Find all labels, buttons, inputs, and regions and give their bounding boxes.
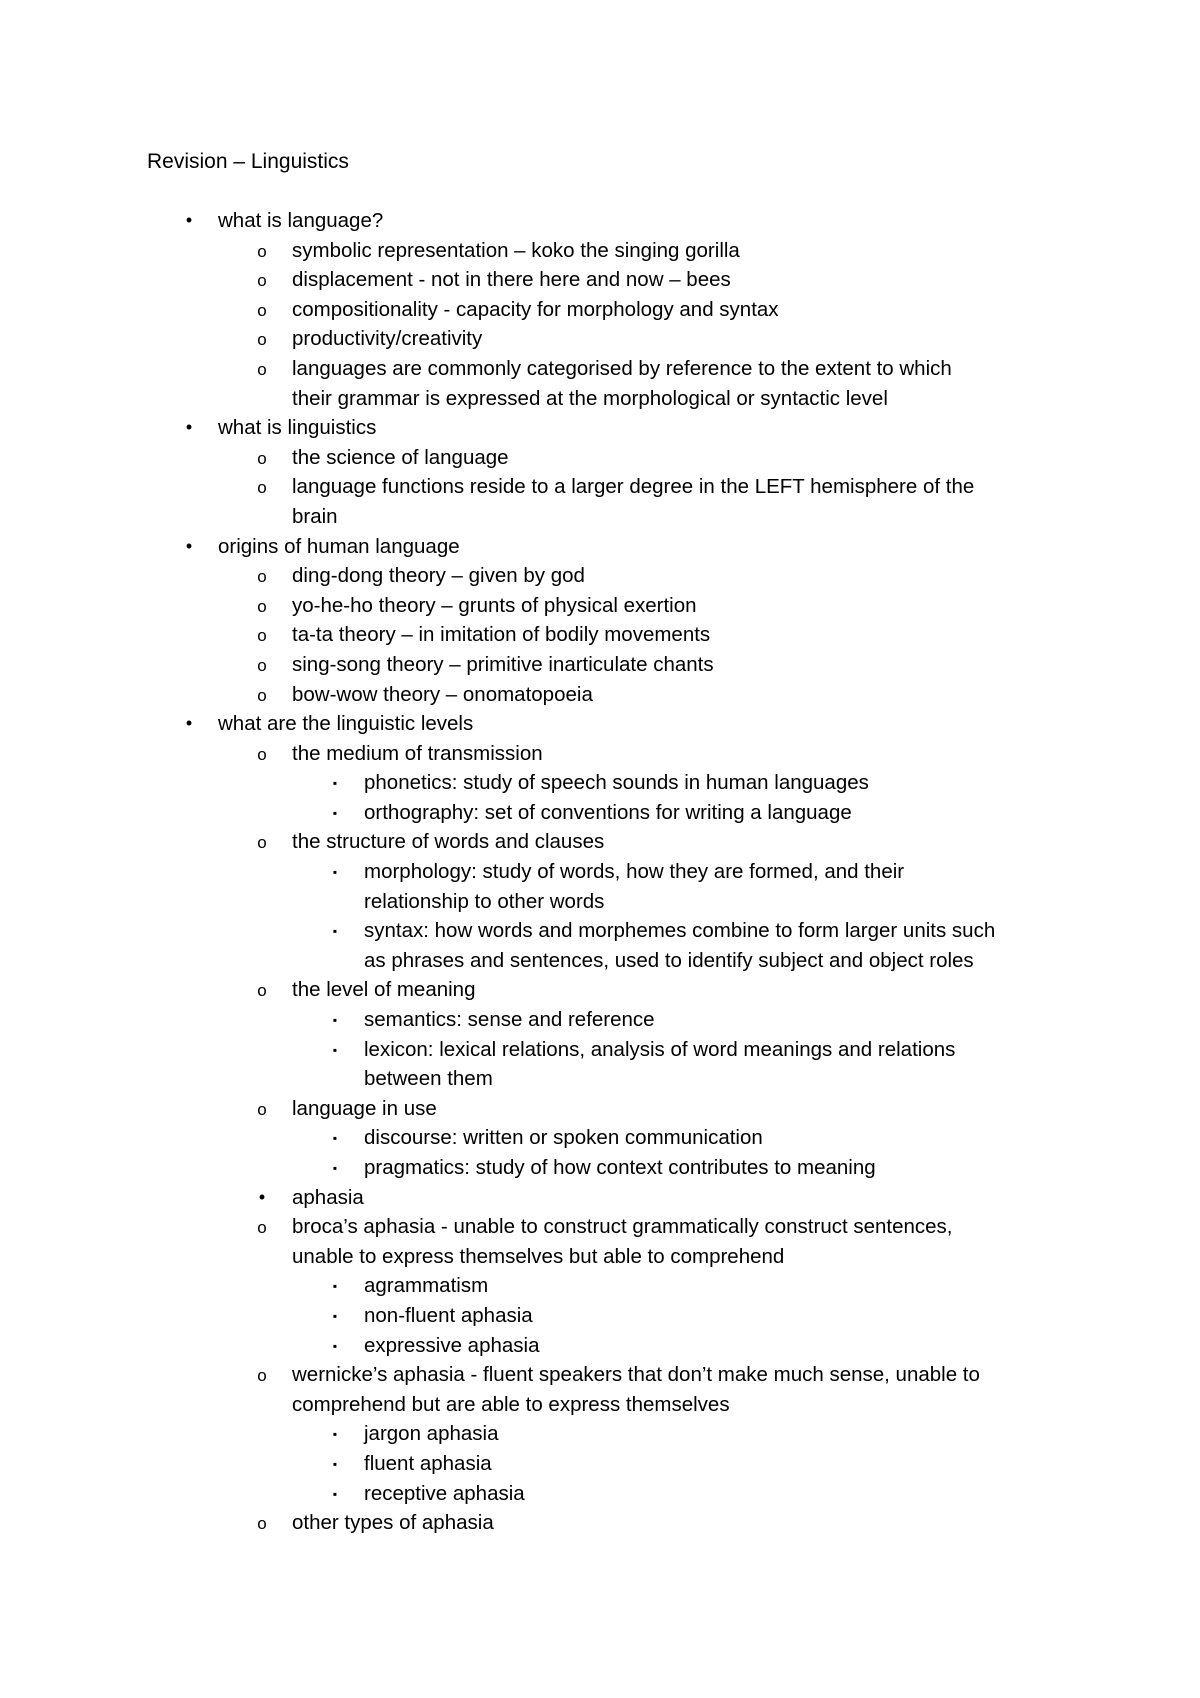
outline-line bbox=[0, 680, 1200, 710]
circle-bullet-icon: o bbox=[257, 241, 267, 261]
circle-bullet-icon: o bbox=[257, 1218, 267, 1238]
outline-line bbox=[0, 295, 1200, 325]
square-bullet-icon: ▪ bbox=[332, 1486, 338, 1501]
circle-bullet-icon: o bbox=[257, 833, 267, 853]
circle-bullet-icon: o bbox=[257, 685, 267, 705]
outline-line bbox=[0, 1123, 1200, 1153]
outline-line-text: aphasia bbox=[292, 1185, 364, 1209]
circle-bullet-icon: o bbox=[257, 567, 267, 587]
bullet-icon: • bbox=[185, 713, 193, 734]
bullet-icon: • bbox=[185, 417, 193, 438]
outline-line-text: ding-dong theory – given by god bbox=[292, 564, 585, 588]
outline-line bbox=[0, 1242, 1200, 1272]
circle-bullet-icon: o bbox=[257, 1099, 267, 1119]
outline-line bbox=[0, 354, 1200, 384]
circle-bullet-icon: o bbox=[257, 478, 267, 498]
outline-line bbox=[0, 620, 1200, 650]
outline-line bbox=[0, 561, 1200, 591]
outline-line-text: phonetics: study of speech sounds in human languages bbox=[364, 771, 869, 795]
bullet-icon: • bbox=[185, 210, 193, 230]
circle-bullet-icon: o bbox=[257, 271, 267, 291]
outline-line-text: wernicke’s aphasia - fluent speakers that don’t make much sense, unable to bbox=[292, 1363, 980, 1387]
outline-line-text: what is language? bbox=[218, 209, 384, 232]
square-bullet-icon: ▪ bbox=[332, 1042, 338, 1057]
circle-bullet-icon: o bbox=[257, 981, 267, 1001]
outline-line bbox=[0, 1064, 1200, 1094]
outline-line bbox=[0, 502, 1200, 532]
outline-line-text: jargon aphasia bbox=[364, 1422, 499, 1446]
circle-bullet-icon: o bbox=[257, 300, 267, 320]
bullet-icon: • bbox=[258, 1186, 266, 1207]
outline-line bbox=[0, 1449, 1200, 1479]
outline-line bbox=[0, 1212, 1200, 1242]
outline-line-text: syntax: how words and morphemes combine to form larger units such bbox=[364, 919, 996, 943]
outline-line-text: brain bbox=[292, 504, 338, 528]
outline-line-text: fluent aphasia bbox=[364, 1451, 492, 1475]
outline-line-text: the level of meaning bbox=[292, 978, 476, 1002]
outline-line-text: discourse: written or spoken communication bbox=[364, 1126, 763, 1150]
outline-line-text: pragmatics: study of how context contributes to meaning bbox=[364, 1156, 876, 1179]
outline-line-text: symbolic representation – koko the singing gorilla bbox=[292, 238, 740, 262]
outline-line bbox=[0, 650, 1200, 680]
outline-line bbox=[0, 739, 1200, 769]
outline-line bbox=[0, 827, 1200, 857]
outline-line bbox=[0, 1153, 1200, 1183]
outline-line bbox=[0, 1301, 1200, 1331]
outline-line bbox=[0, 916, 1200, 946]
outline-line bbox=[0, 709, 1200, 739]
circle-bullet-icon: o bbox=[257, 448, 267, 468]
outline-line-text: their grammar is expressed at the morphological or syntactic level bbox=[292, 386, 888, 410]
outline-line-text: between them bbox=[364, 1067, 493, 1091]
outline-line bbox=[0, 857, 1200, 887]
outline-line-text: lexicon: lexical relations, analysis of word meanings and relations bbox=[364, 1037, 956, 1061]
outline-line bbox=[0, 768, 1200, 798]
outline-line bbox=[0, 1331, 1200, 1361]
circle-bullet-icon: o bbox=[257, 596, 267, 616]
square-bullet-icon: ▪ bbox=[332, 865, 338, 880]
outline-line bbox=[0, 265, 1200, 295]
outline-line bbox=[0, 236, 1200, 266]
outline-line bbox=[0, 443, 1200, 473]
square-bullet-icon: ▪ bbox=[332, 1131, 338, 1146]
outline-line bbox=[0, 1005, 1200, 1035]
outline-line-text: agrammatism bbox=[364, 1274, 489, 1298]
outline-line-text: languages are commonly categorised by reference to the extent to which bbox=[292, 356, 952, 380]
outline-line bbox=[0, 532, 1200, 562]
outline-line-text: receptive aphasia bbox=[364, 1481, 525, 1505]
square-bullet-icon: ▪ bbox=[332, 1308, 338, 1323]
outline-line bbox=[0, 206, 1200, 236]
outline-line bbox=[0, 1360, 1200, 1390]
outline-line bbox=[0, 1094, 1200, 1124]
outline-line-text: the structure of words and clauses bbox=[292, 830, 605, 854]
outline-line bbox=[0, 1419, 1200, 1449]
outline-line-text: relationship to other words bbox=[364, 889, 605, 913]
outline-list bbox=[0, 206, 1200, 1538]
outline-line bbox=[0, 946, 1200, 976]
outline-line-text: sing-song theory – primitive inarticulate chants bbox=[292, 652, 714, 676]
outline-line-text: other types of aphasia bbox=[292, 1511, 494, 1535]
outline-line bbox=[0, 413, 1200, 443]
outline-line bbox=[0, 887, 1200, 917]
outline-line-text: morphology: study of words, how they are formed, and their bbox=[364, 860, 905, 884]
square-bullet-icon: ▪ bbox=[332, 1279, 338, 1294]
outline-line bbox=[0, 1479, 1200, 1509]
outline-line bbox=[0, 472, 1200, 502]
outline-line-text: compositionality - capacity for morphology and syntax bbox=[292, 297, 779, 321]
outline-line bbox=[0, 1271, 1200, 1301]
outline-line-text: comprehend but are able to express themselves bbox=[292, 1392, 730, 1416]
square-bullet-icon: ▪ bbox=[332, 1456, 338, 1471]
square-bullet-icon: ▪ bbox=[332, 1161, 338, 1175]
outline-line bbox=[0, 324, 1200, 354]
outline-line-text: language in use bbox=[292, 1096, 437, 1120]
outline-line-text: what is linguistics bbox=[218, 416, 377, 440]
circle-bullet-icon: o bbox=[257, 1514, 267, 1534]
square-bullet-icon: ▪ bbox=[332, 924, 338, 939]
outline-line-text: ta-ta theory – in imitation of bodily movements bbox=[292, 623, 711, 647]
outline-line-text: as phrases and sentences, used to identify subject and object roles bbox=[364, 948, 974, 972]
outline-line-text: expressive aphasia bbox=[364, 1333, 540, 1357]
circle-bullet-icon: o bbox=[257, 1366, 267, 1386]
outline-line-text: unable to express themselves but able to comprehend bbox=[292, 1244, 785, 1268]
outline-line-text: non-fluent aphasia bbox=[364, 1303, 533, 1327]
outline-line bbox=[0, 591, 1200, 621]
outline-line-text: semantics: sense and reference bbox=[364, 1008, 655, 1032]
outline-line-text: the medium of transmission bbox=[292, 741, 543, 765]
outline-line-text: orthography: set of conventions for writing a language bbox=[364, 800, 852, 824]
outline-line bbox=[0, 384, 1200, 414]
document-title: Revision – Linguistics bbox=[147, 150, 349, 173]
outline-line bbox=[0, 1508, 1200, 1538]
outline-line bbox=[0, 1035, 1200, 1065]
circle-bullet-icon: o bbox=[257, 359, 267, 379]
square-bullet-icon: ▪ bbox=[332, 1338, 338, 1353]
outline-line-text: yo-he-ho theory – grunts of physical exertion bbox=[292, 593, 697, 617]
outline-line-text: productivity/creativity bbox=[292, 327, 483, 351]
outline-line bbox=[0, 798, 1200, 828]
outline-line-text: origins of human language bbox=[218, 534, 460, 558]
outline-line-text: language functions reside to a larger degree in the LEFT hemisphere of the bbox=[292, 475, 975, 499]
outline-line bbox=[0, 975, 1200, 1005]
outline-line-text: the science of language bbox=[292, 445, 509, 469]
outline-line bbox=[0, 1390, 1200, 1420]
square-bullet-icon: ▪ bbox=[332, 805, 338, 820]
circle-bullet-icon: o bbox=[257, 626, 267, 646]
outline-line-text: what are the linguistic levels bbox=[218, 712, 474, 736]
square-bullet-icon: ▪ bbox=[332, 1013, 338, 1028]
outline-line bbox=[0, 1183, 1200, 1213]
outline-line-text: displacement - not in there here and now – bees bbox=[292, 268, 731, 292]
outline-line-text: broca’s aphasia - unable to construct grammatically construct sentences, bbox=[292, 1215, 953, 1239]
circle-bullet-icon: o bbox=[257, 330, 267, 350]
outline-line-text: bow-wow theory – onomatopoeia bbox=[292, 682, 593, 706]
square-bullet-icon: ▪ bbox=[332, 776, 338, 791]
circle-bullet-icon: o bbox=[257, 655, 267, 675]
square-bullet-icon: ▪ bbox=[332, 1427, 338, 1442]
bullet-icon: • bbox=[185, 535, 193, 556]
circle-bullet-icon: o bbox=[257, 744, 267, 764]
